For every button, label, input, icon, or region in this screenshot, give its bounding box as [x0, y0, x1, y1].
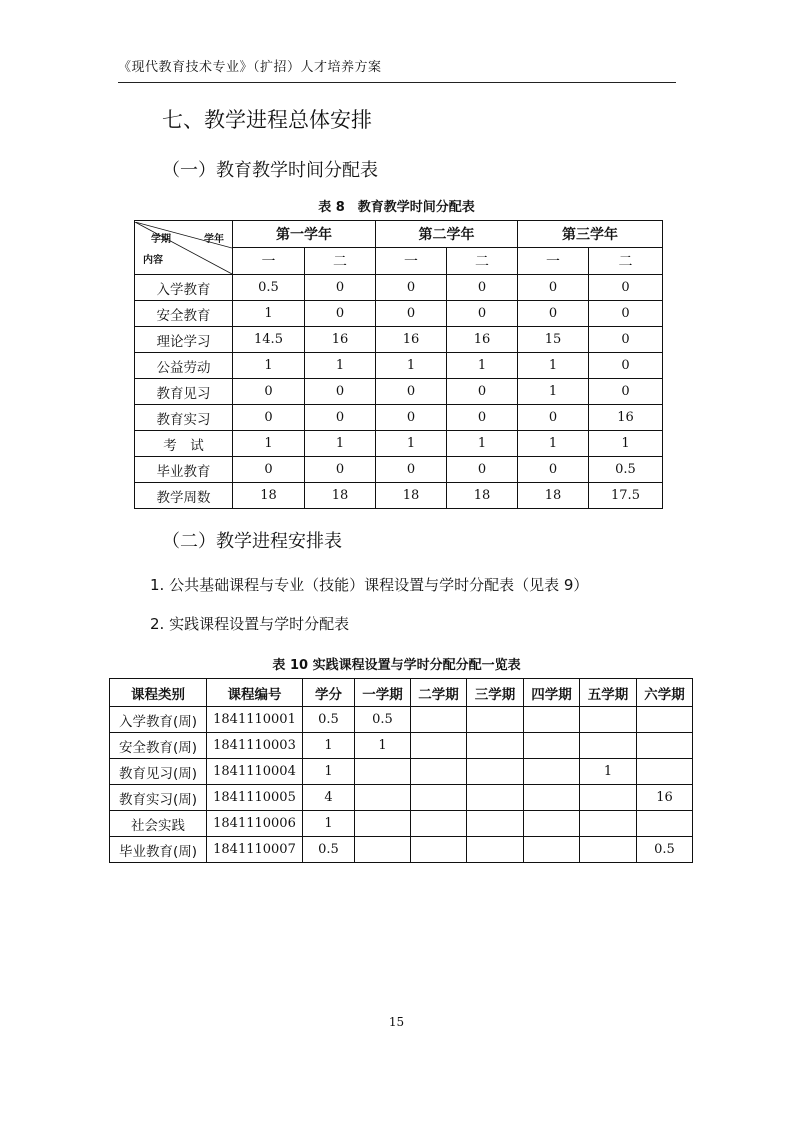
column-header: 三学期 — [467, 679, 524, 707]
table-cell: 1 — [518, 353, 589, 379]
header-divider — [118, 82, 676, 83]
table-cell: 1 — [233, 353, 305, 379]
table-cell: 1 — [303, 759, 355, 785]
table-cell — [580, 811, 637, 837]
corner-year-label: 学年 — [204, 233, 224, 245]
table-cell: 18 — [518, 483, 589, 509]
column-header: 课程类别 — [110, 679, 207, 707]
table-cell: 1841110007 — [207, 837, 303, 863]
table10-header-row — [110, 679, 693, 707]
table8-body — [135, 275, 663, 509]
table-cell: 0.5 — [637, 837, 693, 863]
corner-term-label: 学期 — [151, 233, 171, 245]
table-cell — [637, 707, 693, 733]
table-cell — [355, 811, 411, 837]
table-cell: 18 — [305, 483, 376, 509]
column-header: 四学期 — [524, 679, 580, 707]
table-cell: 0 — [376, 457, 447, 483]
table-cell: 0 — [589, 353, 663, 379]
row-label: 理论学习 — [135, 327, 233, 353]
table-cell — [467, 785, 524, 811]
table-cell: 0 — [589, 327, 663, 353]
table-cell: 0 — [376, 275, 447, 301]
table-cell — [637, 733, 693, 759]
table-cell: 0 — [447, 275, 518, 301]
table-cell: 0 — [305, 275, 376, 301]
table-cell — [580, 837, 637, 863]
term-header: 一 — [376, 248, 447, 275]
table-row — [135, 483, 663, 509]
term-header: 二 — [305, 248, 376, 275]
table-cell: 1 — [447, 431, 518, 457]
table-cell: 0 — [376, 405, 447, 431]
table-cell — [411, 759, 467, 785]
page-number: 15 — [388, 1015, 405, 1029]
table-row — [110, 759, 693, 785]
table-cell: 0 — [447, 405, 518, 431]
year-header: 第二学年 — [376, 221, 518, 248]
table-cell: 0 — [376, 379, 447, 405]
column-header: 一学期 — [355, 679, 411, 707]
table-row — [110, 733, 693, 759]
table-cell — [524, 837, 580, 863]
table-cell: 0.5 — [233, 275, 305, 301]
term-header: 一 — [233, 248, 305, 275]
table-row — [110, 837, 693, 863]
table-cell: 18 — [447, 483, 518, 509]
table-cell — [355, 837, 411, 863]
table-cell — [467, 811, 524, 837]
table-cell: 0.5 — [303, 837, 355, 863]
row-label: 安全教育 — [135, 301, 233, 327]
table-cell: 18 — [376, 483, 447, 509]
table-row — [110, 707, 693, 733]
table-cell: 0 — [589, 301, 663, 327]
table-cell: 1841110003 — [207, 733, 303, 759]
table-cell — [355, 785, 411, 811]
table-cell: 0 — [233, 379, 305, 405]
column-header: 课程编号 — [207, 679, 303, 707]
course-category: 教育实习(周) — [110, 785, 207, 811]
table-cell: 1 — [355, 733, 411, 759]
column-header: 五学期 — [580, 679, 637, 707]
table-cell — [411, 733, 467, 759]
table-cell — [411, 707, 467, 733]
table-cell: 4 — [303, 785, 355, 811]
table-cell — [524, 785, 580, 811]
term-header: 二 — [447, 248, 518, 275]
table-cell — [524, 707, 580, 733]
table8-corner-cell — [135, 221, 233, 275]
table-cell: 1 — [305, 353, 376, 379]
table-cell: 1 — [580, 759, 637, 785]
table-cell: 1841110001 — [207, 707, 303, 733]
corner-content-label: 内容 — [143, 254, 163, 266]
table-cell: 0 — [518, 457, 589, 483]
table-cell: 0 — [305, 379, 376, 405]
table-row — [135, 431, 663, 457]
table-cell: 0 — [447, 457, 518, 483]
page-header: 《现代教育技术专业》（扩招）人才培养方案 — [118, 60, 382, 75]
table-cell: 15 — [518, 327, 589, 353]
row-label: 教育实习 — [135, 405, 233, 431]
table-cell: 0 — [518, 301, 589, 327]
section-title: 七、教学进程总体安排 — [162, 108, 372, 132]
column-header: 六学期 — [637, 679, 693, 707]
table-cell: 0 — [589, 379, 663, 405]
table-cell: 1841110004 — [207, 759, 303, 785]
row-label: 教育见习 — [135, 379, 233, 405]
table-cell: 0 — [305, 457, 376, 483]
list-item: 1. 公共基础课程与专业（技能）课程设置与学时分配表（见表 9） — [150, 576, 589, 594]
table-cell: 1841110006 — [207, 811, 303, 837]
table-cell: 18 — [233, 483, 305, 509]
table-cell — [637, 811, 693, 837]
table-cell: 16 — [637, 785, 693, 811]
table-cell — [524, 733, 580, 759]
row-label: 考 试 — [135, 431, 233, 457]
table-row — [110, 811, 693, 837]
table-cell: 1 — [305, 431, 376, 457]
course-category: 安全教育(周) — [110, 733, 207, 759]
table-cell — [411, 811, 467, 837]
table-cell: 0.5 — [355, 707, 411, 733]
table-cell — [524, 811, 580, 837]
table-cell: 17.5 — [589, 483, 663, 509]
table-cell: 1 — [303, 811, 355, 837]
table-cell: 0 — [518, 275, 589, 301]
table-cell: 0 — [305, 301, 376, 327]
year-header: 第三学年 — [518, 221, 663, 248]
time-allocation-table — [134, 220, 663, 509]
table10-caption: 表 10 实践课程设置与学时分配分配一览表 — [272, 658, 521, 673]
table-cell — [580, 785, 637, 811]
term-header: 一 — [518, 248, 589, 275]
table-cell: 1 — [303, 733, 355, 759]
table-row — [135, 457, 663, 483]
column-header: 二学期 — [411, 679, 467, 707]
table-cell: 1 — [518, 379, 589, 405]
table-cell: 0.5 — [589, 457, 663, 483]
table-cell: 0 — [589, 275, 663, 301]
year-header: 第一学年 — [233, 221, 376, 248]
table-cell: 1 — [376, 431, 447, 457]
table-cell — [524, 759, 580, 785]
table-cell — [580, 707, 637, 733]
table10-body — [110, 707, 693, 863]
table8-caption: 表 8 教育教学时间分配表 — [318, 200, 475, 215]
table-cell: 0 — [518, 405, 589, 431]
list-item: 2. 实践课程设置与学时分配表 — [150, 615, 350, 633]
table-cell: 16 — [447, 327, 518, 353]
table-cell: 16 — [305, 327, 376, 353]
table-row — [135, 353, 663, 379]
table-cell — [355, 759, 411, 785]
table-cell — [411, 837, 467, 863]
table-cell: 0 — [233, 457, 305, 483]
course-category: 毕业教育(周) — [110, 837, 207, 863]
table-cell — [467, 759, 524, 785]
table-cell — [467, 733, 524, 759]
table-row — [135, 301, 663, 327]
table-cell — [467, 837, 524, 863]
table-cell: 1 — [589, 431, 663, 457]
table-cell: 0 — [233, 405, 305, 431]
table-cell — [580, 733, 637, 759]
course-category: 社会实践 — [110, 811, 207, 837]
table-row — [135, 405, 663, 431]
table-cell: 1 — [447, 353, 518, 379]
table-cell — [467, 707, 524, 733]
table-row — [135, 327, 663, 353]
course-category: 教育见习(周) — [110, 759, 207, 785]
table-cell: 1 — [233, 301, 305, 327]
row-label: 教学周数 — [135, 483, 233, 509]
table-cell: 0 — [376, 301, 447, 327]
column-header: 学分 — [303, 679, 355, 707]
table-row — [110, 785, 693, 811]
term-header: 二 — [589, 248, 663, 275]
table-cell: 0 — [447, 379, 518, 405]
table-cell: 1 — [376, 353, 447, 379]
table-cell: 1 — [233, 431, 305, 457]
subsection-title-2: （二）教学进程安排表 — [162, 531, 342, 552]
subsection-title-1: （一）教育教学时间分配表 — [162, 160, 378, 181]
row-label: 毕业教育 — [135, 457, 233, 483]
table-cell: 14.5 — [233, 327, 305, 353]
table-row — [135, 275, 663, 301]
practice-course-table — [109, 678, 693, 863]
table-cell: 1841110005 — [207, 785, 303, 811]
row-label: 入学教育 — [135, 275, 233, 301]
table-row — [135, 379, 663, 405]
table-cell: 0.5 — [303, 707, 355, 733]
table-cell: 1 — [518, 431, 589, 457]
table-cell: 0 — [305, 405, 376, 431]
table-cell: 16 — [376, 327, 447, 353]
row-label: 公益劳动 — [135, 353, 233, 379]
table-cell: 16 — [589, 405, 663, 431]
table-cell: 0 — [447, 301, 518, 327]
table-cell — [637, 759, 693, 785]
course-category: 入学教育(周) — [110, 707, 207, 733]
table-cell — [411, 785, 467, 811]
